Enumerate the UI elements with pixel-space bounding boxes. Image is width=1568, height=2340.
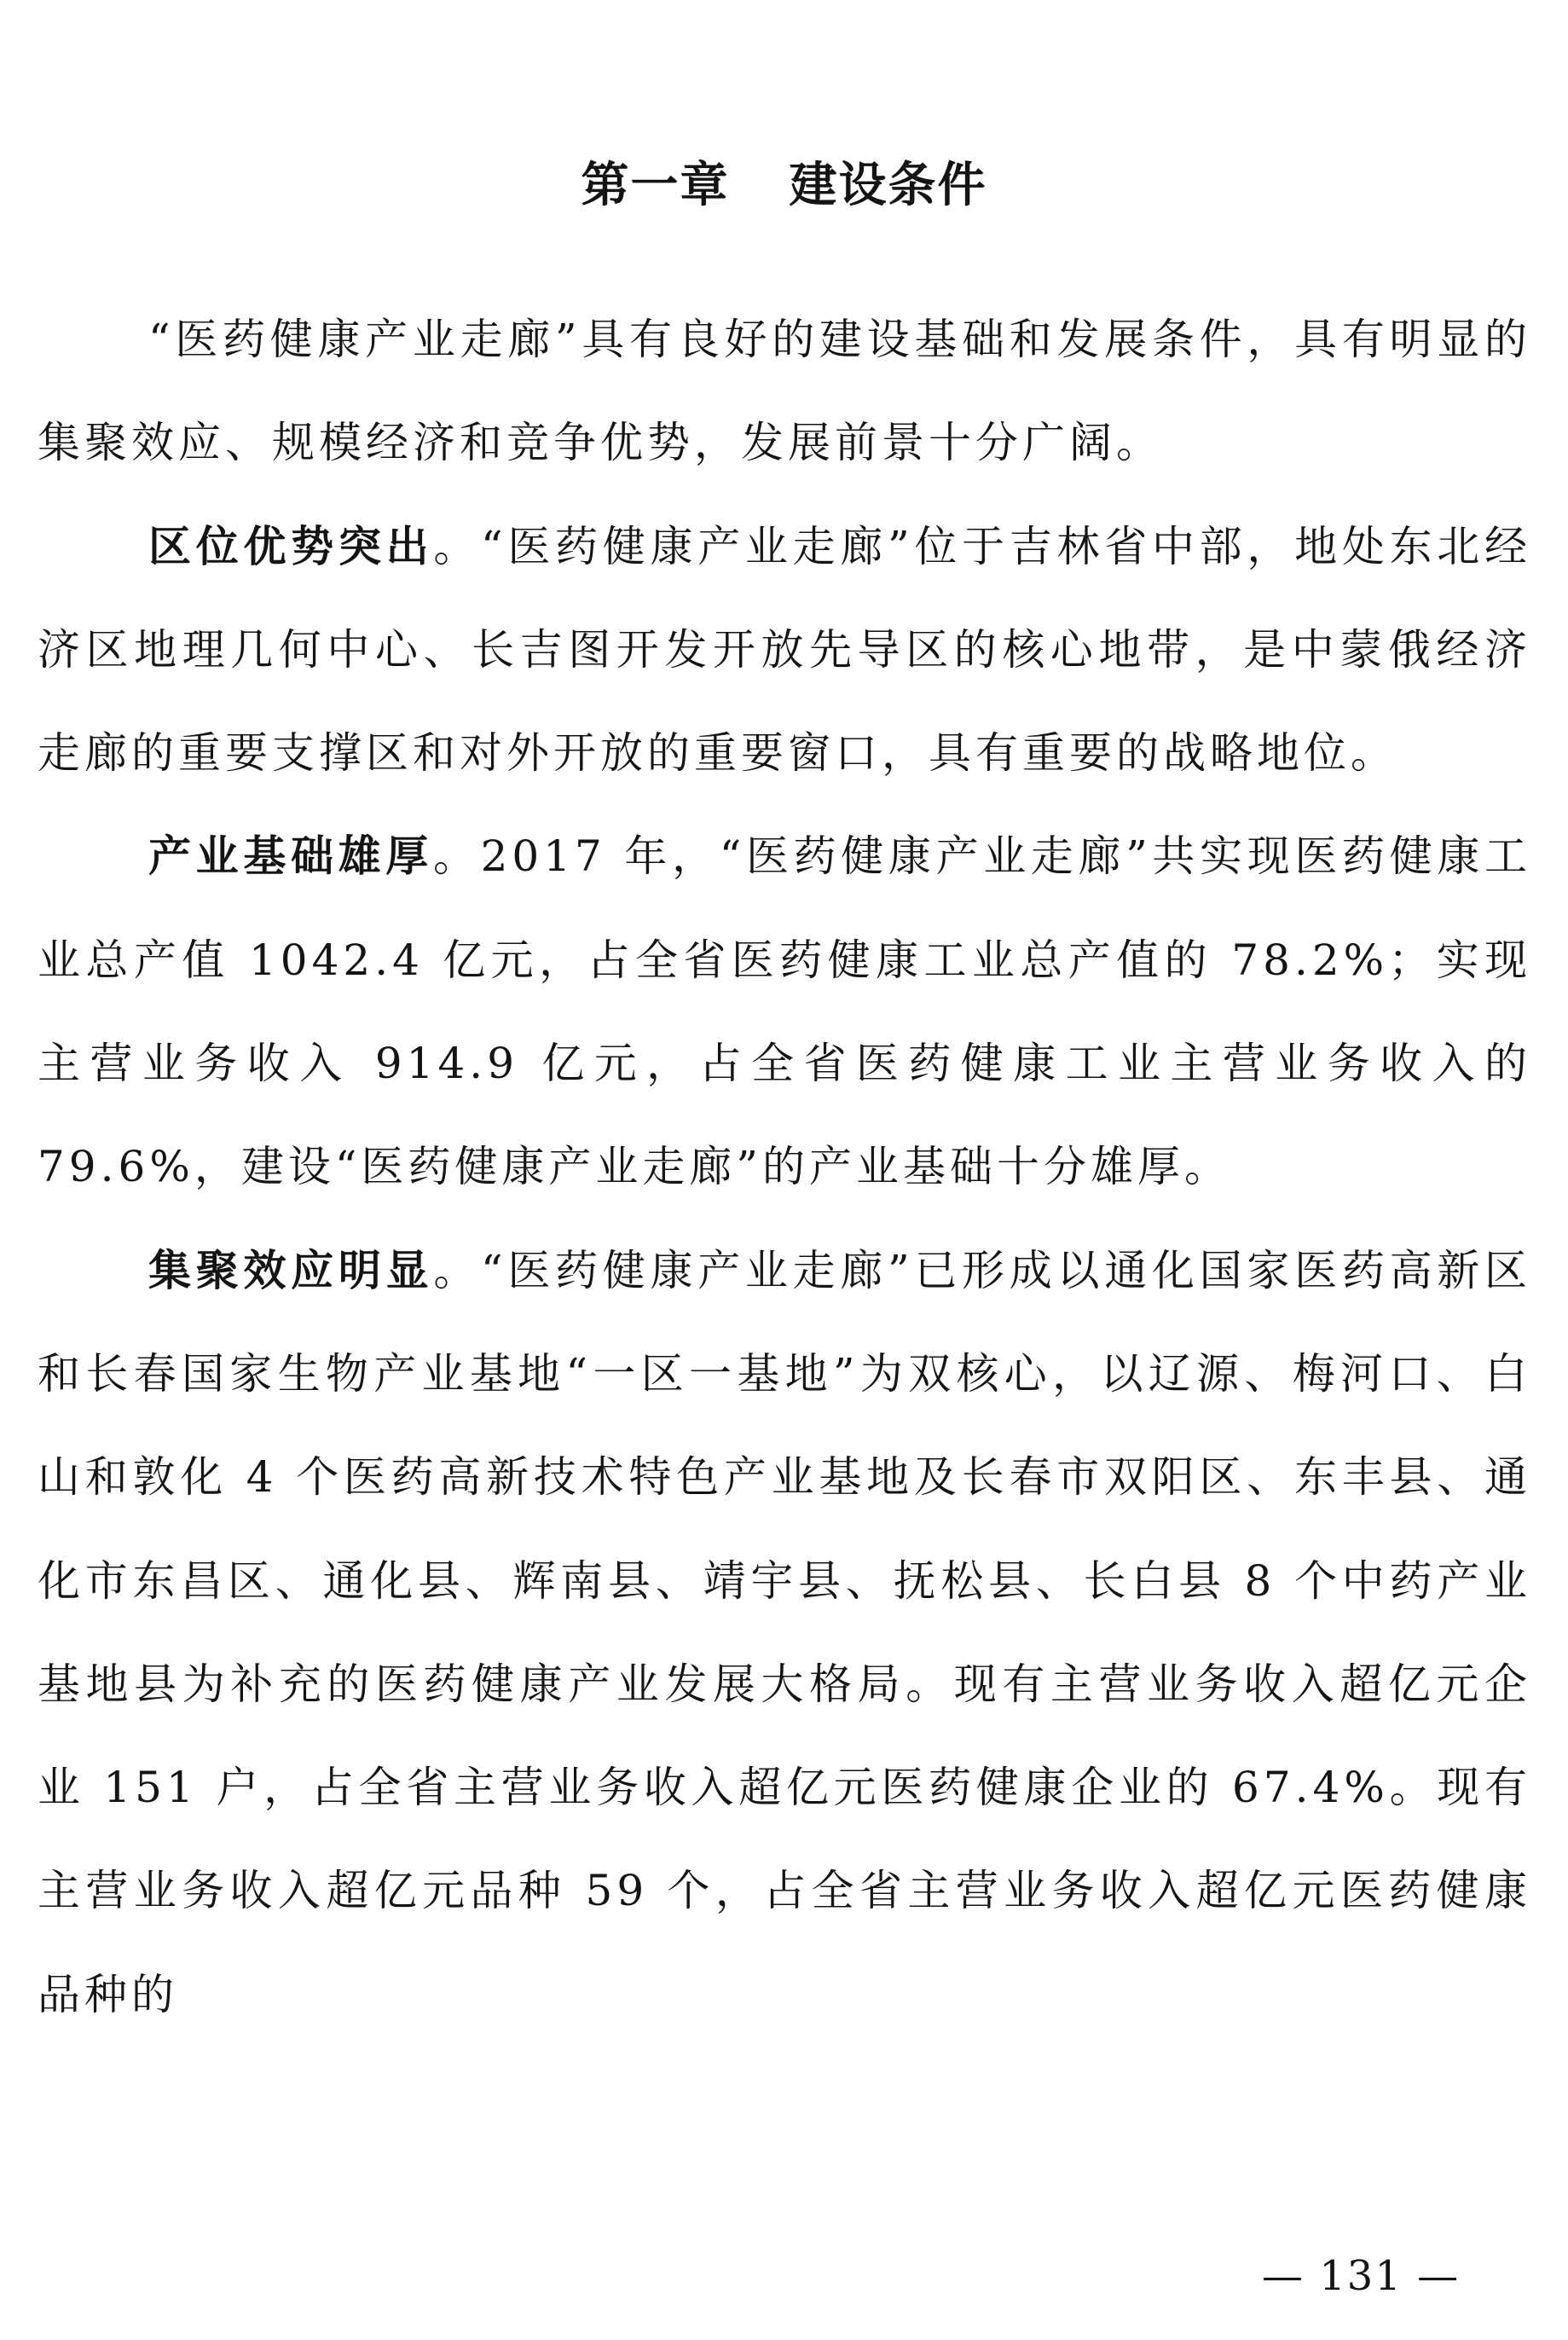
paragraph-industry-base-lead: 产业基础雄厚 <box>148 831 433 882</box>
page-number: — 131 — <box>1262 2252 1461 2300</box>
paragraph-location-text: 。“医药健康产业走廊”位于吉林省中部，地处东北经济区地理几何中心、长吉图开发开放先导区的核心地带，是中蒙俄经济走廊的重要支撑区和对外开放的重要窗口，具有重要的战略地位。 <box>38 521 1532 779</box>
chapter-name: 建设条件 <box>789 158 987 213</box>
paragraph-cluster-effect-lead: 集聚效应明显 <box>148 1245 434 1295</box>
paragraph-location-lead: 区位优势突出 <box>148 521 434 571</box>
paragraph-location <box>38 495 1531 806</box>
paragraph-cluster-effect-text: 。“医药健康产业走廊”已形成以通化国家医药高新区和长春国家生物产业基地“一区一基地”为双核心，以辽源、梅河口、白山和敦化 4 个医药高新技术特色产业基地及长春市双阳区、东丰县、通化市东昌区、通化县、辉南县、靖宇县、抚松县、长白县 8 个中药产业基地县为补充的医药健康产业发展大格局。现有主营业务收入超亿元企业 151 户，占全省主营业务收入超亿元医药健康企业的 67.4%。现有主营业务收入超亿元品种 59 个，占全省主营业务收入超亿元医药健康品种的 <box>38 1245 1532 2019</box>
chapter-title <box>0 152 1568 220</box>
paragraph-intro <box>38 288 1531 495</box>
paragraph-industry-base-text: 。2017 年，“医药健康产业走廊”共实现医药健康工业总产值 1042.4 亿元，占全省医药健康工业总产值的 78.2%；实现主营业务收入 914.9 亿元，占全省医药健康工业主营业务收入的 79.6%，建设“医药健康产业走廊”的产业基础十分雄厚。 <box>38 831 1532 1192</box>
chapter-number: 第一章 <box>581 158 730 213</box>
paragraph-industry-base <box>38 805 1531 1219</box>
body-text <box>38 288 1531 2047</box>
paragraph-cluster-effect <box>38 1219 1531 2047</box>
paragraph-intro-text: “医药健康产业走廊”具有良好的建设基础和发展条件，具有明显的集聚效应、规模经济和竞争优势，发展前景十分广阔。 <box>38 315 1531 468</box>
